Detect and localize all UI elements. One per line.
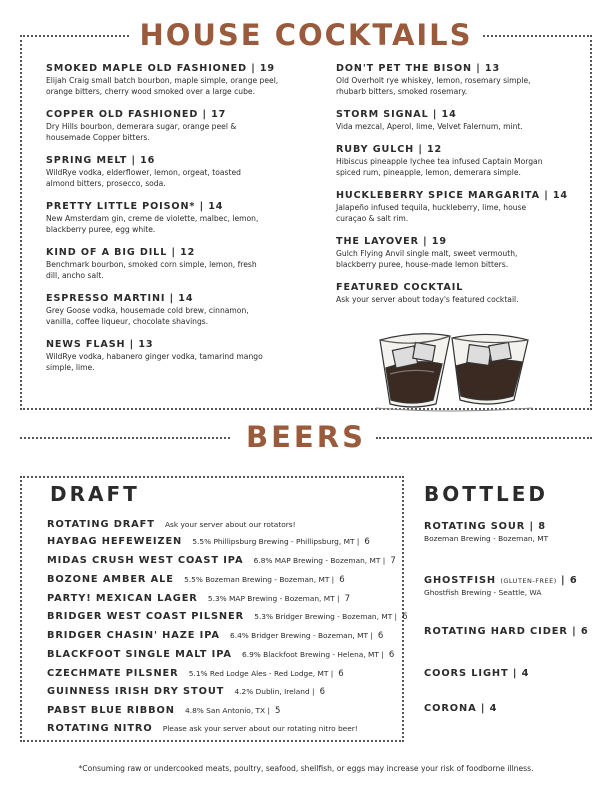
cocktail-description: spiced rum, pineapple, lemon, demerara simple. <box>336 168 521 177</box>
bottled-beer-item <box>424 575 578 599</box>
beer-details: 6.4% Bridger Brewing - Bozeman, MT | <box>230 631 373 640</box>
beer-details: 4.8% San Antonio, TX | <box>185 706 270 715</box>
cocktail-description: curaçao & salt rim. <box>336 214 409 223</box>
cocktail-description: Hibiscus pineapple lychee tea infused Captain Morgan <box>336 157 543 166</box>
cocktail-description: rhubarb bitters, smoked rosemary. <box>336 87 468 96</box>
cocktail-item <box>46 339 316 373</box>
cocktail-description: Ask your server about today's featured cocktail. <box>336 295 519 304</box>
beer-price: 7 <box>344 594 350 604</box>
cocktail-description: blackberry puree, egg white. <box>46 225 156 234</box>
cocktails-left-column <box>46 63 316 385</box>
draft-heading: DRAFT <box>46 482 144 506</box>
cocktail-name: NEWS FLASH | 13 <box>46 339 154 350</box>
draft-beer-row <box>47 665 344 680</box>
bottled-beer-heading <box>424 703 497 715</box>
beer-name: ROTATING DRAFT <box>47 519 155 530</box>
beer-name: GUINNESS IRISH DRY STOUT <box>47 686 225 697</box>
beer-price: 6 <box>377 631 384 641</box>
beer-price: 6 <box>338 669 344 679</box>
cocktail-description: housemade Copper bitters. <box>46 133 150 142</box>
cocktail-description: Dry Hills bourbon, demerara sugar, orange peel & <box>46 122 237 131</box>
beer-details: 4.2% Dublin, Ireland | <box>234 687 315 696</box>
bottled-beer-name: GHOSTFISH <box>424 575 496 586</box>
beer-details: Please ask your server about our rotating nitro beer! <box>162 724 358 733</box>
draft-beer-row <box>47 646 394 661</box>
cocktail-item <box>46 109 316 143</box>
cocktail-name: SPRING MELT | 16 <box>46 155 156 166</box>
bottled-beer-item <box>424 626 589 638</box>
bottled-beer-brewery: Bozeman Brewing - Bozeman, MT <box>424 534 549 543</box>
cocktail-name: HUCKLEBERRY SPICE MARGARITA | 14 <box>336 190 568 201</box>
cocktail-item <box>46 247 316 281</box>
draft-beer-row <box>47 590 350 605</box>
whiskey-glasses-illustration <box>372 318 537 413</box>
beer-details: 5.1% Red Lodge Ales - Red Lodge, MT | <box>188 669 334 678</box>
cocktail-name: THE LAYOVER | 19 <box>336 236 447 247</box>
beer-name: ROTATING NITRO <box>47 723 153 734</box>
cocktail-item <box>336 144 576 178</box>
beer-price: 6 <box>319 687 326 697</box>
beer-name: BRIDGER WEST COAST PILSNER <box>47 611 245 622</box>
cocktail-item <box>46 155 316 189</box>
beer-price: 6 <box>388 650 395 660</box>
bottled-beer-name: CORONA | 4 <box>424 703 498 714</box>
draft-beer-row <box>47 720 358 735</box>
beer-price: 6 <box>402 612 408 622</box>
beer-details: 5.5% Bozeman Brewing - Bozeman, MT | <box>184 575 335 584</box>
bottled-heading: BOTTLED <box>424 482 548 506</box>
bottled-beer-name: COORS LIGHT | 4 <box>424 668 530 679</box>
beer-details: 5.3% MAP Brewing - Bozeman, MT | <box>207 594 340 603</box>
health-disclaimer: *Consuming raw or undercooked meats, poultry, seafood, shellfish, or eggs may increase your risk of foodborne illness. <box>78 764 534 773</box>
cocktail-name: STORM SIGNAL | 14 <box>336 109 457 120</box>
cocktail-description: New Amsterdam gin, creme de violette, malbec, lemon, <box>46 214 259 223</box>
cocktail-description: simple, lime. <box>46 363 95 372</box>
bottled-beer-item <box>424 668 529 680</box>
cocktail-description: Gulch Flying Anvil single malt, sweet vermouth, <box>336 249 518 258</box>
beer-price: 7 <box>390 556 396 566</box>
cocktail-name: SMOKED MAPLE OLD FASHIONED | 19 <box>46 63 276 74</box>
beer-name: CZECHMATE PILSNER <box>47 668 179 679</box>
cocktail-item <box>46 293 316 327</box>
beer-details: 6.9% Blackfoot Brewing - Helena, MT | <box>242 650 384 659</box>
cocktail-item <box>336 282 576 305</box>
cocktail-description: Elijah Craig small batch bourbon, maple simple, orange peel, <box>46 76 279 85</box>
cocktail-item <box>336 190 576 224</box>
cocktail-item <box>46 201 316 235</box>
beer-details: 5.5% Phillipsburg Brewing - Phillipsburg, MT | <box>192 537 360 546</box>
beer-price: 6 <box>339 575 345 585</box>
bottled-beer-heading <box>424 575 578 587</box>
cocktail-item <box>46 63 316 97</box>
bottled-beer-item <box>424 703 497 715</box>
cocktail-description: vanilla, coffee liqueur, chocolate shavings. <box>46 317 209 326</box>
bottled-beer-heading <box>424 626 589 638</box>
cocktail-description: WildRye vodka, habanero ginger vodka, tamarind mango <box>46 352 263 361</box>
bottled-beer-brewery: Ghostfish Brewing - Seattle, WA <box>424 588 542 597</box>
beer-price: 6 <box>364 537 370 547</box>
bottled-beer-heading <box>424 521 548 533</box>
beer-details: Ask your server about our rotators! <box>165 520 296 529</box>
bottled-beer-price: | 6 <box>561 575 578 586</box>
cocktail-name: COPPER OLD FASHIONED | 17 <box>46 109 227 120</box>
draft-beer-row <box>47 571 345 586</box>
gluten-free-note: (GLUTEN-FREE) <box>500 577 557 585</box>
beers-title: BEERS <box>0 420 612 454</box>
cocktail-item <box>336 63 576 97</box>
cocktail-description: Jalapeño infused tequila, huckleberry, lime, house <box>336 203 527 212</box>
bottled-beer-name: ROTATING HARD CIDER | 6 <box>424 626 589 637</box>
cocktail-description: orange bitters, cherry wood smoked over a large cube. <box>46 87 256 96</box>
beer-name: BOZONE AMBER ALE <box>47 574 174 585</box>
draft-beer-row <box>47 702 280 717</box>
cocktail-name: FEATURED COCKTAIL <box>336 282 464 293</box>
cocktail-description: almond bitters, prosecco, soda. <box>46 179 166 188</box>
cocktail-item <box>336 109 576 132</box>
beer-name: MIDAS CRUSH WEST COAST IPA <box>47 555 244 566</box>
draft-beer-row <box>47 516 296 531</box>
cocktail-description: Vida mezcal, Aperol, lime, Velvet Falernum, mint. <box>336 122 523 131</box>
bottled-beer-name: ROTATING SOUR | 8 <box>424 521 546 532</box>
bottled-beer-heading <box>424 668 529 680</box>
cocktail-description: blackberry puree, house-made lemon bitters. <box>336 260 509 269</box>
cocktail-description: WildRye vodka, elderflower, lemon, orgeat, toasted <box>46 168 241 177</box>
cocktail-name: RUBY GULCH | 12 <box>336 144 443 155</box>
bottled-beer-item <box>424 521 548 545</box>
cocktail-name: ESPRESSO MARTINI | 14 <box>46 293 194 304</box>
beer-name: HAYBAG HEFEWEIZEN <box>47 536 183 547</box>
cocktail-description: Grey Goose vodka, housemade cold brew, cinnamon, <box>46 306 249 315</box>
cocktail-description: Benchmark bourbon, smoked corn simple, lemon, fresh <box>46 260 257 269</box>
draft-beer-row <box>47 608 408 623</box>
cocktail-name: KIND OF A BIG DILL | 12 <box>46 247 196 258</box>
draft-beer-row <box>47 627 383 642</box>
draft-beer-row <box>47 552 396 567</box>
beer-name: PABST BLUE RIBBON <box>47 705 175 716</box>
beer-price: 5 <box>275 706 281 716</box>
cocktail-item <box>336 236 576 270</box>
cocktail-name: DON'T PET THE BISON | 13 <box>336 63 501 74</box>
beer-name: PARTY! MEXICAN LAGER <box>47 593 198 604</box>
cocktails-title: HOUSE COCKTAILS <box>0 18 612 52</box>
cocktails-right-column <box>336 63 576 317</box>
cocktail-description: Old Overholt rye whiskey, lemon, rosemary simple, <box>336 76 531 85</box>
cocktail-name: PRETTY LITTLE POISON* | 14 <box>46 201 224 212</box>
beer-name: BRIDGER CHASIN' HAZE IPA <box>47 630 220 641</box>
draft-beer-row <box>47 533 370 548</box>
cocktail-description: dill, ancho salt. <box>46 271 104 280</box>
beer-name: BLACKFOOT SINGLE MALT IPA <box>47 649 232 660</box>
draft-beer-row <box>47 683 325 698</box>
beer-details: 6.8% MAP Brewing - Bozeman, MT | <box>253 556 386 565</box>
beer-details: 5.3% Bridger Brewing - Bozeman, MT | <box>254 612 398 621</box>
